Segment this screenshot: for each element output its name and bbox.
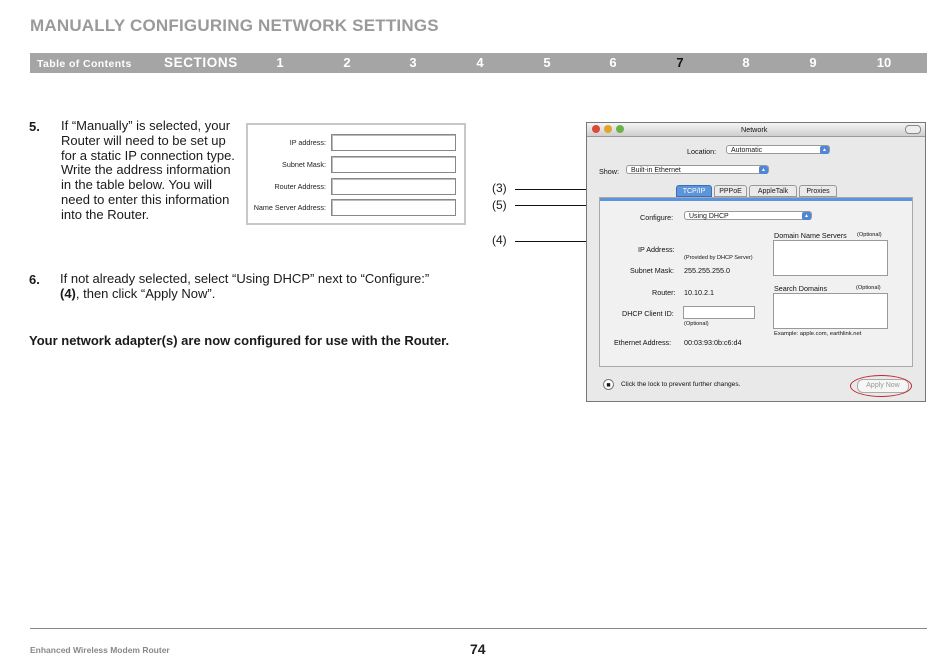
step-6-ref: (4) <box>60 285 76 301</box>
name-server-label: Name Server Address: <box>253 203 326 212</box>
apply-now-highlight <box>850 375 912 397</box>
ethernet-address-label: Ethernet Address: <box>614 338 672 347</box>
step-5-number: 5. <box>29 119 40 134</box>
window-title: Network <box>741 125 768 134</box>
lock-icon[interactable]: ■ <box>603 379 614 390</box>
dns-field[interactable] <box>773 240 888 276</box>
minimize-button[interactable] <box>604 125 612 133</box>
tab-proxies[interactable]: Proxies <box>799 185 837 197</box>
popup-arrows-icon: ▲ <box>820 146 829 154</box>
subnet-mask-value: 255.255.255.0 <box>684 266 730 275</box>
subnet-mask-field[interactable] <box>331 156 456 173</box>
final-note: Your network adapter(s) are now configured for use with the Router. <box>29 333 450 348</box>
dns-optional: (Optional) <box>857 232 882 238</box>
configure-value: Using DHCP <box>689 213 729 220</box>
router-address-field[interactable] <box>331 178 456 195</box>
tcpip-panel <box>599 197 913 367</box>
router-address-label: Router Address: <box>274 182 326 191</box>
popup-arrows-icon: ▲ <box>802 212 811 220</box>
location-select[interactable] <box>726 145 830 154</box>
nav-section-1[interactable]: 1 <box>276 55 284 70</box>
ip-address-label: IP Address: <box>638 245 675 254</box>
address-info-table <box>246 123 466 225</box>
tab-tcpip[interactable]: TCP/IP <box>676 185 712 197</box>
nav-section-2[interactable]: 2 <box>343 55 351 70</box>
subnet-mask-label: Subnet Mask: <box>282 160 326 169</box>
step-5-text: If “Manually” is selected, your Router will need to be set up for a static IP connection type. Write the address information in the table below. You will need to enter this information into the Router. <box>61 118 235 222</box>
tab-pppoe[interactable]: PPPoE <box>714 185 747 197</box>
subnet-mask-label: Subnet Mask: <box>630 266 674 275</box>
step-6-text-after: , then click “Apply Now”. <box>75 285 216 301</box>
network-preferences-window <box>586 122 926 402</box>
show-label: Show: <box>599 167 619 176</box>
tab-appletalk[interactable]: AppleTalk <box>749 185 797 197</box>
configure-label: Configure: <box>640 213 674 222</box>
dhcp-note: (Optional) <box>684 321 709 327</box>
dns-label: Domain Name Servers <box>774 231 847 240</box>
search-optional: (Optional) <box>856 285 881 291</box>
nav-section-3[interactable]: 3 <box>409 55 417 70</box>
ip-address-label: IP address: <box>289 138 326 147</box>
search-domains-field[interactable] <box>773 293 888 329</box>
lock-text: Click the lock to prevent further changes. <box>621 381 741 388</box>
apply-now-button[interactable]: Apply Now <box>857 379 909 393</box>
nav-section-8[interactable]: 8 <box>742 55 750 70</box>
page-number: 74 <box>470 641 486 657</box>
router-value: 10.10.2.1 <box>684 288 714 297</box>
name-server-field[interactable] <box>331 199 456 216</box>
configure-select[interactable] <box>684 211 812 220</box>
location-label: Location: <box>687 147 717 156</box>
ip-note: (Provided by DHCP Server) <box>684 255 753 261</box>
callout-3: (3) <box>492 181 507 195</box>
footer-product-name: Enhanced Wireless Modem Router <box>30 645 170 655</box>
show-select[interactable] <box>626 165 769 174</box>
nav-section-7[interactable]: 7 <box>676 55 684 70</box>
router-label: Router: <box>652 288 676 297</box>
ethernet-address-value: 00:03:93:0b:c6:d4 <box>684 338 742 347</box>
tab-panel-accent <box>600 198 912 201</box>
nav-sections-label: SECTIONS <box>164 55 238 70</box>
popup-arrows-icon: ▲ <box>759 166 768 174</box>
callout-4: (4) <box>492 233 507 247</box>
step-6-text <box>60 272 480 302</box>
nav-section-6[interactable]: 6 <box>609 55 617 70</box>
close-button[interactable] <box>592 125 600 133</box>
callout-5: (5) <box>492 198 507 212</box>
search-example: Example: apple.com, earthlink.net <box>774 331 862 337</box>
location-value: Automatic <box>731 147 763 154</box>
nav-section-10[interactable]: 10 <box>876 55 892 70</box>
dhcp-client-id-label: DHCP Client ID: <box>622 309 674 318</box>
show-value: Built-in Ethernet <box>631 167 681 174</box>
toolbar-toggle-button[interactable] <box>905 125 921 134</box>
step-6-number: 6. <box>29 272 40 287</box>
ip-address-field[interactable] <box>331 134 456 151</box>
page-title: MANUALLY CONFIGURING NETWORK SETTINGS <box>30 16 439 35</box>
nav-table-of-contents[interactable]: Table of Contents <box>37 58 132 70</box>
dhcp-client-id-field[interactable] <box>683 306 755 319</box>
search-domains-label: Search Domains <box>774 284 828 293</box>
nav-section-4[interactable]: 4 <box>476 55 484 70</box>
nav-section-5[interactable]: 5 <box>543 55 551 70</box>
zoom-button[interactable] <box>616 125 624 133</box>
section-navbar <box>30 53 927 73</box>
footer-divider <box>30 628 927 629</box>
step-6-text-before: If not already selected, select “Using DHCP” next to “Configure:” <box>60 271 430 286</box>
window-titlebar <box>587 123 925 137</box>
nav-section-9[interactable]: 9 <box>809 55 817 70</box>
